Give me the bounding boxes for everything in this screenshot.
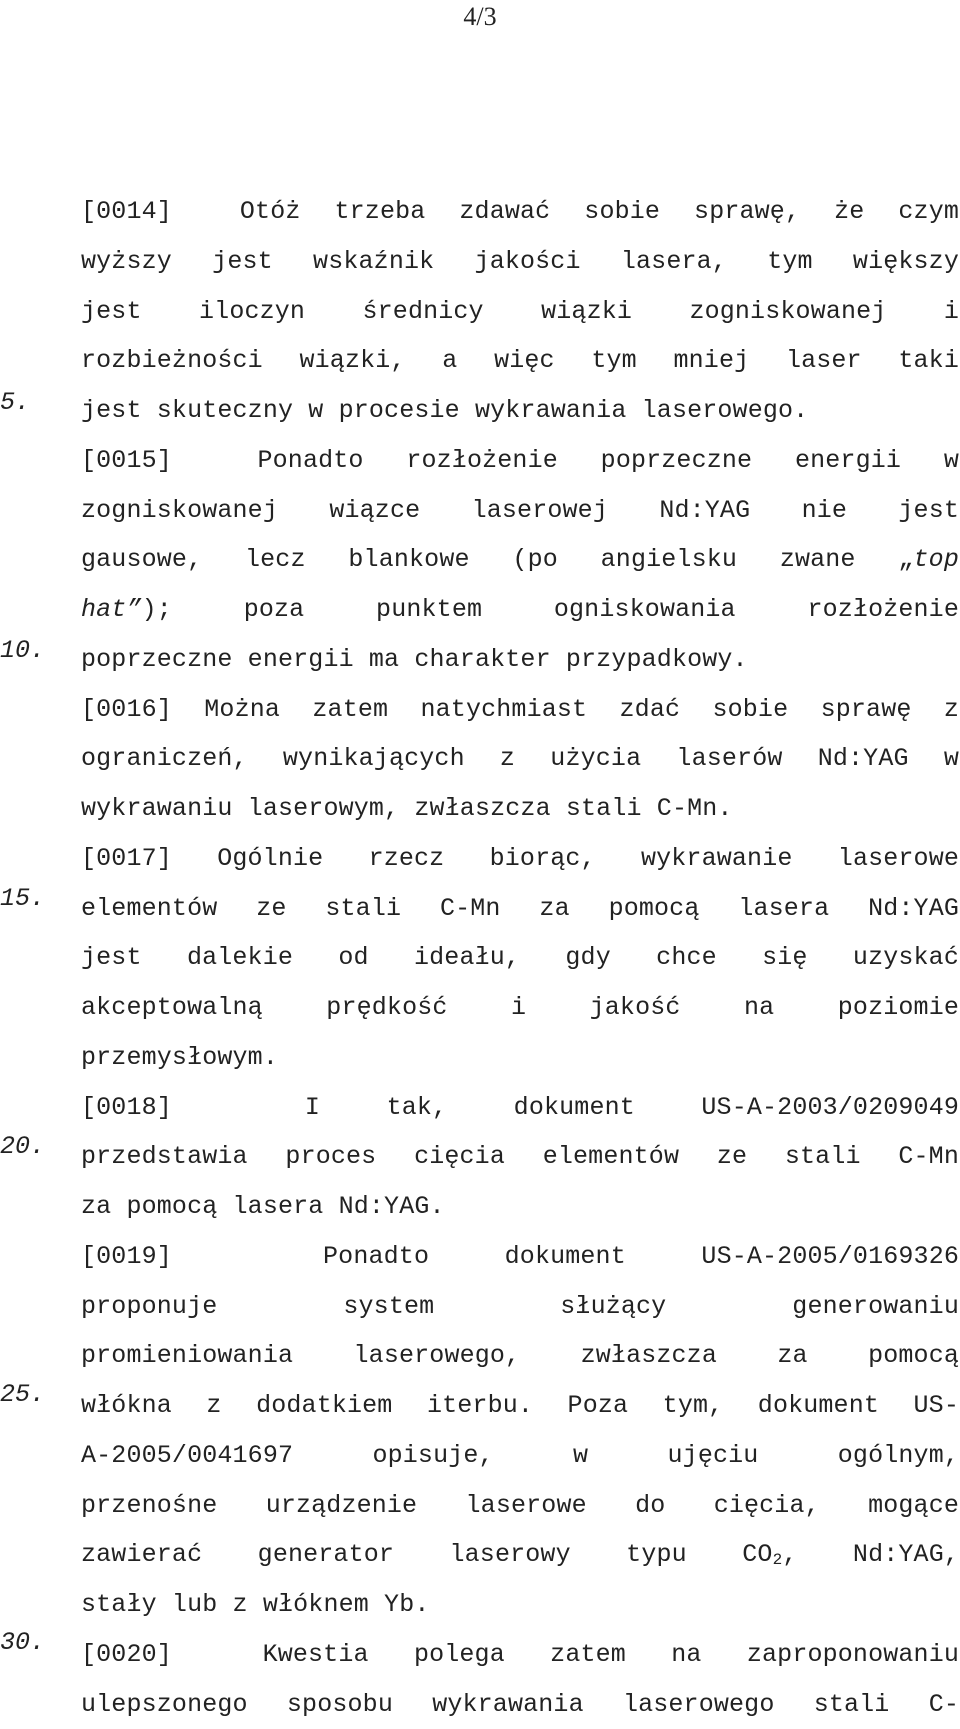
english-term-part: hat” xyxy=(81,595,142,624)
line-text: , Nd:YAG, xyxy=(782,1540,959,1569)
line-text: Otóż trzeba zdawać sobie sprawę, że czym xyxy=(240,197,959,226)
paragraph-line: za pomocą lasera Nd:YAG. xyxy=(81,1182,959,1232)
line-number-20: 20. xyxy=(0,1122,60,1172)
paragraph-line: poprzeczne energii ma charakter przypadkowy. xyxy=(81,635,959,685)
page-number: 4/3 xyxy=(0,2,960,32)
paragraph-line: A-2005/0041697 opisuje, w ujęciu ogólnym, xyxy=(81,1431,959,1481)
paragraph-line: jest skuteczny w procesie wykrawania laserowego. xyxy=(81,386,959,436)
paragraph-line: jest dalekie od ideału, gdy chce się uzyskać xyxy=(81,933,959,983)
paragraph-line: stały lub z włóknem Yb. xyxy=(81,1580,959,1630)
paragraph-id: [0015] xyxy=(81,446,172,475)
line-text: ); poza punktem ogniskowania rozłożenie xyxy=(142,595,959,624)
paragraph-id: [0019] xyxy=(81,1242,172,1271)
paragraph-line: proponuje system służący generowaniu xyxy=(81,1282,959,1332)
paragraph-line: promieniowania laserowego, zwłaszcza za pomocą xyxy=(81,1331,959,1381)
paragraph-line xyxy=(81,1630,959,1680)
paragraph-line: przedstawia proces cięcia elementów ze stali C-Mn xyxy=(81,1132,959,1182)
line-text: Kwestia polega zatem na zaproponowaniu xyxy=(263,1640,959,1669)
line-text: I tak, dokument US-A-2003/0209049 xyxy=(305,1093,959,1122)
line-text: Można zatem natychmiast zdać sobie sprawę z xyxy=(204,695,959,724)
paragraph-id: [0014] xyxy=(81,197,172,226)
paragraph-line: ulepszonego sposobu wykrawania laserowego stali C- xyxy=(81,1680,959,1729)
paragraph-line: elementów ze stali C-Mn za pomocą lasera Nd:YAG xyxy=(81,884,959,934)
line-text: zawierać generator laserowy typu CO xyxy=(81,1540,773,1569)
paragraph-line xyxy=(81,187,959,237)
paragraph-line xyxy=(81,535,959,585)
paragraph-id: [0016] xyxy=(81,695,172,724)
paragraph-line: ograniczeń, wynikających z użycia laserów Nd:YAG w xyxy=(81,734,959,784)
line-number-15: 15. xyxy=(0,874,60,924)
subscript-text: 2 xyxy=(773,1551,783,1569)
paragraph-line: akceptowalną prędkość i jakość na poziomie xyxy=(81,983,959,1033)
document-body xyxy=(81,187,959,1729)
line-text: Ponadto rozłożenie poprzeczne energii w xyxy=(258,446,960,475)
paragraph-line xyxy=(81,834,959,884)
paragraph-line: przemysłowym. xyxy=(81,1033,959,1083)
paragraph-id: [0018] xyxy=(81,1093,172,1122)
english-term-part: top xyxy=(914,545,959,574)
paragraph-line: wyższy jest wskaźnik jakości lasera, tym większy xyxy=(81,237,959,287)
paragraph-line: włókna z dodatkiem iterbu. Poza tym, dokument US- xyxy=(81,1381,959,1431)
line-number-10: 10. xyxy=(0,626,60,676)
paragraph-id: [0017] xyxy=(81,844,172,873)
paragraph-id: [0020] xyxy=(81,1640,172,1669)
line-text: Ponadto dokument US-A-2005/0169326 xyxy=(323,1242,959,1271)
paragraph-line: wykrawaniu laserowym, zwłaszcza stali C-Mn. xyxy=(81,784,959,834)
paragraph-line xyxy=(81,1530,959,1580)
paragraph-line: rozbieżności wiązki, a więc tym mniej laser taki xyxy=(81,336,959,386)
line-number-25: 25. xyxy=(0,1370,60,1420)
paragraph-line xyxy=(81,436,959,486)
paragraph-line xyxy=(81,1083,959,1133)
paragraph-line: przenośne urządzenie laserowe do cięcia, mogące xyxy=(81,1481,959,1531)
line-number-30: 30. xyxy=(0,1618,60,1668)
paragraph-line xyxy=(81,1232,959,1282)
line-text: gausowe, lecz blankowe (po angielsku zwane „ xyxy=(81,545,914,574)
paragraph-line: zogniskowanej wiązce laserowej Nd:YAG nie jest xyxy=(81,486,959,536)
line-text: Ogólnie rzecz biorąc, wykrawanie laserowe xyxy=(217,844,959,873)
line-number-5: 5. xyxy=(0,378,60,428)
paragraph-line xyxy=(81,585,959,635)
paragraph-line xyxy=(81,685,959,735)
paragraph-line: jest iloczyn średnicy wiązki zogniskowanej i xyxy=(81,287,959,337)
